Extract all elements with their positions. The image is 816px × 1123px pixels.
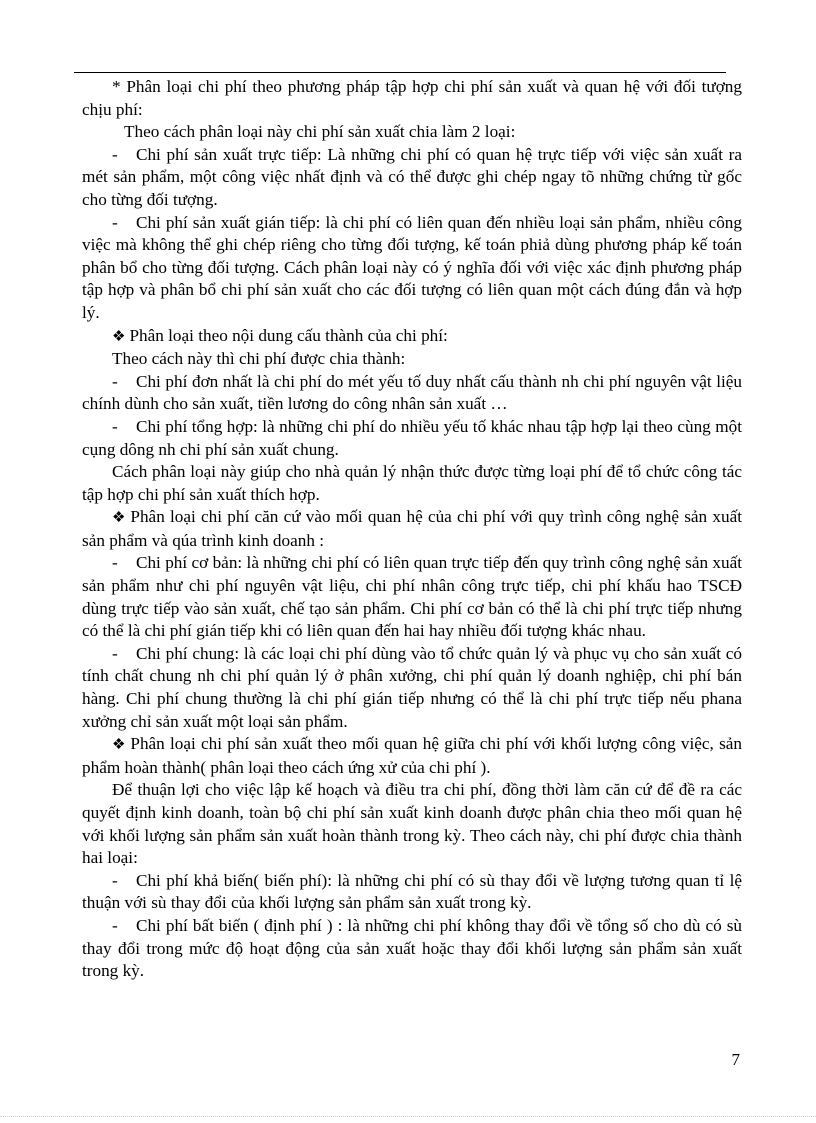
heading-text: Phân loại chi phí sản xuất theo mối quan hệ giữa chi phí với khối lượng công việc, sản phẩm hoàn thành( phân loại theo cách ứng xử của chi phí ). (82, 734, 742, 777)
paragraph: Theo cách này thì chi phí được chia thành: (112, 349, 406, 369)
dash-bullet: - (112, 416, 118, 436)
diamond-bullet-icon: ❖ (112, 328, 126, 345)
diamond-bullet-icon: ❖ (112, 510, 127, 527)
bullet-text: Chi phí chung: là các loại chi phí dùng vào tổ chức quản lý và phục vụ cho sản xuất có tính chất chung nh chi phí quản lý ở phân xưởng, chi phí quản lý doanh nghiệp, chi phí bán hàng. Chi phí chung thường là chi phí gián tiếp nhưng có thể là chi phí trực tiếp nếu phana xưởng chỉ sản xuất một loại sản phẩm. (82, 643, 742, 731)
bullet-item (82, 212, 742, 325)
bullet-text: Chi phí bất biến ( định phí ) : là những chi phí không thay đổi về tổng số cho dù có sù thay đổi trong mức độ hoạt động của sản xuất hoặc thay đổi khối lượng sản phẩm sản xuất trong kỳ. (82, 915, 742, 981)
bullet-text: Chi phí khả biến( biến phí): là những chi phí có sù thay đổi về lượng tương quan tỉ lệ thuận với sù thay đổi của khối lượng sản phẩm sản xuất trong kỳ. (82, 870, 742, 913)
bullet-item (82, 144, 742, 212)
bullet-item (82, 416, 742, 461)
paragraph: Theo cách phân loại này chi phí sản xuất chia làm 2 loại: (124, 122, 516, 142)
paragraph: Để thuận lợi cho việc lập kế hoạch và điều tra chi phí, đồng thời làm căn cứ để đề ra các quyết định kinh doanh, toàn bộ chi phí sản xuất kinh doanh được phân chia theo mối quan hệ với khối lượng sản phẩm sản xuất hoàn thành trong kỳ. Theo cách này, chi phí được chia thành hai loại: (82, 780, 742, 868)
bullet-item (82, 552, 742, 642)
bullet-text: Chi phí sản xuất gián tiếp: là chi phí có liên quan đến nhiều loại sản phẩm, nhiều công việc mà không thể ghi chép riêng cho từng đối tượng, kế toán phiả dùng phương pháp kế toán phân bổ cho từng đối tượng. Cách phân loại này có ý nghĩa đối với việc xác định phương pháp tập hợp và phân bổ chi phí sản xuất cho các đối tượng có liên quan một cách đúng đắn và hợp lý. (82, 212, 742, 322)
page-bottom-dotted-line (0, 1116, 816, 1117)
section-heading (82, 733, 742, 779)
bullet-text: Chi phí đơn nhất là chi phí do mét yếu tố duy nhất cấu thành nh chi phí nguyên vật liệu chính dùnh cho sản xuất, tiền lương do công nhân sản xuất … (82, 371, 742, 414)
heading-text: Phân loại theo nội dung cấu thành của chi phí: (129, 325, 448, 345)
bullet-item (82, 371, 742, 416)
header-rule (74, 72, 726, 73)
bullet-item (82, 915, 742, 983)
dash-bullet: - (112, 870, 118, 890)
dash-bullet: - (112, 212, 118, 232)
bullet-text: Chi phí sản xuất trực tiếp: Là những chi phí có quan hệ trực tiếp với việc sản xuất ra mét sản phẩm, một công việc nhất định và có thể được ghi chép ngay tõ những chứng từ gốc cho từng đối tượng. (82, 144, 742, 209)
dash-bullet: - (112, 915, 118, 935)
dash-bullet: - (112, 371, 118, 391)
bullet-item (82, 643, 742, 733)
dash-bullet: - (112, 643, 118, 663)
bullet-item (82, 870, 742, 915)
paragraph: Cách phân loại này giúp cho nhà quản lý nhận thức được từng loại phí để tổ chức công tác tập hợp chi phí sản xuất thích hợp. (82, 462, 742, 504)
bullet-text: Chi phí cơ bản: là những chi phí có liên quan trực tiếp đến quy trình công nghệ sản xuất sản phẩm như chi phí nguyên vật liệu, chi phí nhân công trực tiếp, chi phí khấu hao TSCĐ dùng trực tiếp vào sản xuất, chế tạo sản phẩm. Chi phí cơ bản có thể là chi phí trực tiếp nhưng có thể là chi phí gián tiếp khi có liên quan đến hai hay nhiều đối tượng khác nhau. (82, 553, 742, 641)
page-number: 7 (731, 1050, 740, 1069)
dash-bullet: - (112, 553, 118, 573)
section-heading (82, 506, 742, 552)
bullet-text: Chi phí tổng hợp: là những chi phí do nhiều yếu tố khác nhau tập hợp lại theo cùng một cụng dông nh chi phí sản xuất chung. (82, 416, 742, 459)
heading-text: Phân loại chi phí căn cứ vào mối quan hệ của chi phí với quy trình công nghệ sản xuất sản phẩm và qúa trình kinh doanh : (82, 507, 742, 550)
dash-bullet: - (112, 144, 118, 164)
section-heading (82, 325, 742, 349)
document-body (82, 76, 742, 983)
paragraph: * Phân loại chi phí theo phương pháp tập hợp chi phí sản xuất và quan hệ với đối tượng chịu phí: (82, 77, 742, 119)
diamond-bullet-icon: ❖ (112, 737, 127, 754)
